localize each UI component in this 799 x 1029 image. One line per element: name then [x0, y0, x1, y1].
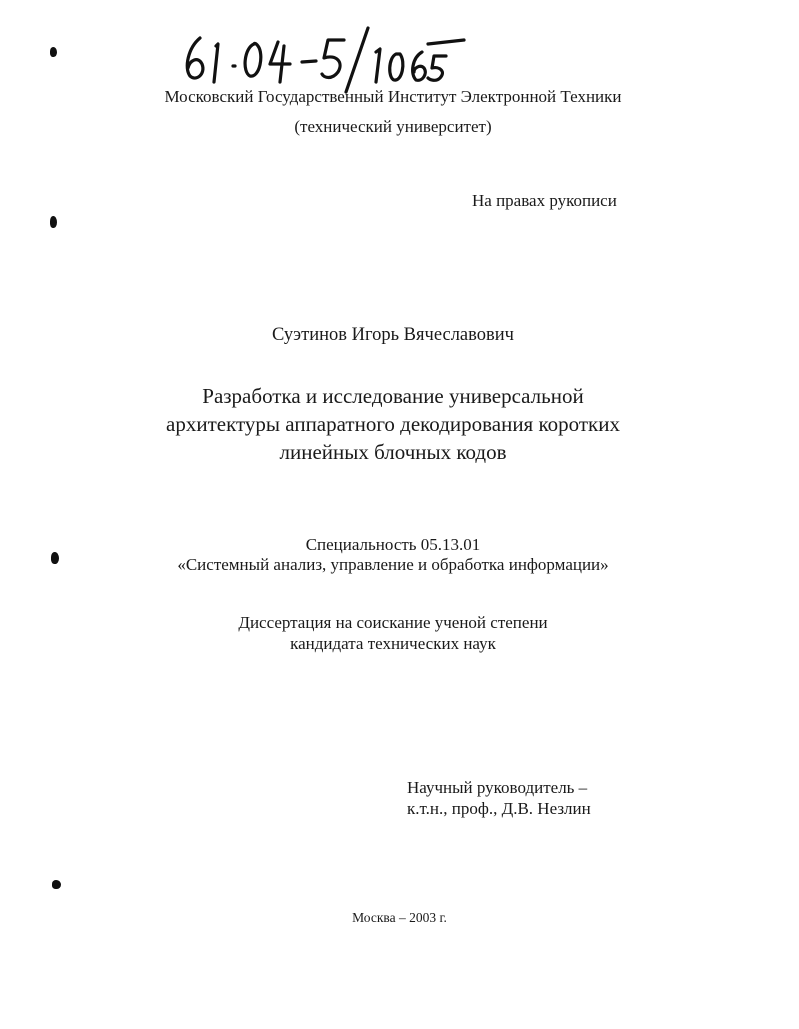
handwritten-archive-mark	[178, 24, 468, 94]
specialty-name: «Системный анализ, управление и обработка информации»	[177, 555, 609, 574]
title-line: Разработка и исследование универсальной	[202, 384, 584, 408]
dissertation-title	[0, 382, 786, 466]
binding-hole-mark	[52, 880, 61, 889]
handwritten-archive-mark-drawing	[178, 24, 468, 94]
title-line: архитектуры аппаратного декодирования коротких	[166, 412, 620, 436]
binding-hole-mark	[50, 47, 57, 57]
supervisor-label: Научный руководитель –	[407, 778, 588, 797]
author-name: Суэтинов Игорь Вячеславович	[272, 325, 514, 345]
binding-hole-mark	[50, 216, 57, 228]
institute-note: (технический университет)	[294, 117, 492, 136]
degree-line: кандидата технических наук	[290, 634, 496, 653]
title-line: линейных блочных кодов	[279, 440, 507, 464]
manuscript-rights-note: На правах рукописи	[472, 191, 617, 210]
degree-line: Диссертация на соискание ученой степени	[238, 613, 548, 632]
institute-name: Московский Государственный Институт Электронной Техники	[164, 87, 622, 106]
specialty-code: Специальность 05.13.01	[305, 535, 481, 554]
city-year: Москва – 2003 г.	[352, 910, 447, 925]
supervisor-name: к.т.н., проф., Д.В. Незлин	[407, 799, 591, 818]
